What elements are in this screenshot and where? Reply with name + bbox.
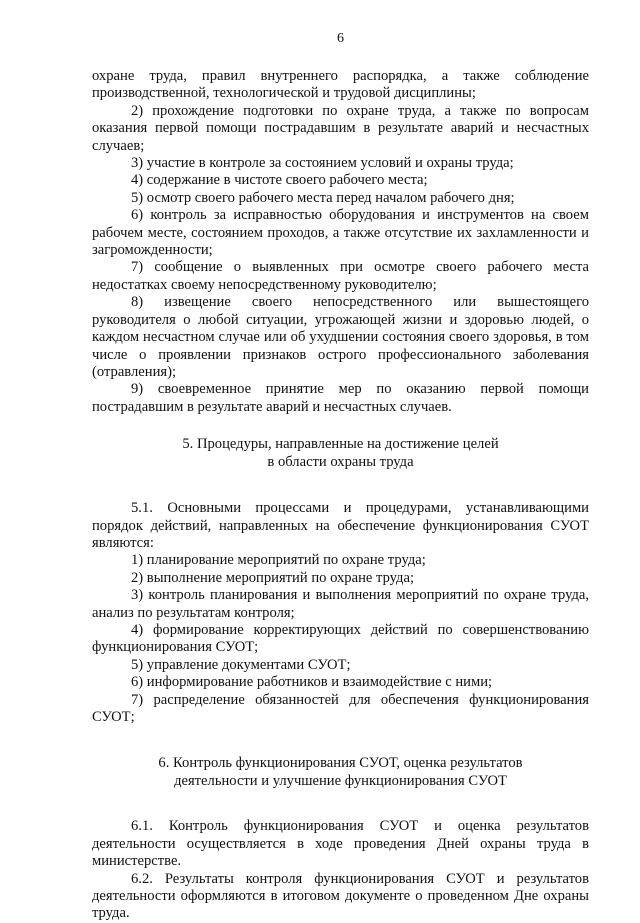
list-item: 4) формирование корректирующих действий по совершенствованию функционирования СУОТ; (92, 621, 589, 656)
list-item: 9) своевременное принятие мер по оказанию первой помощи пострадавшим в результате аварий и несчастных случаев. (92, 381, 589, 415)
list-item: 5) осмотр своего рабочего места перед началом рабочего дня; (131, 189, 515, 206)
list-item: 6) информирование работников и взаимодействие с ними; (131, 674, 493, 691)
section-5-heading (92, 435, 589, 471)
list-item: 2) выполнение мероприятий по охране труда; (131, 569, 415, 586)
section-6-item: 6.1. Контроль функционирования СУОТ и оценка результатов деятельности осуществляется в ходе проведения Дней охраны труда в министерстве. (92, 818, 589, 870)
list-item: 7) сообщение о выявленных при осмотре своего рабочего места недостатках своему непосредственному руководителю; (92, 259, 589, 293)
section-6-heading-line-2: деятельности и улучшение функционирования СУОТ (174, 773, 507, 790)
list-item: 2) прохождение подготовки по охране труда, а также по вопросам оказания первой помощи пострадавшим в результате аварий и несчастных случаев; (92, 102, 589, 154)
list-item: 4) содержание в чистоте своего рабочего места; (131, 172, 428, 189)
section-5-intro: 5.1. Основными процессами и процедурами, устанавливающими порядок действий, направленных на обеспечение функционирования СУОТ являются: (92, 500, 589, 551)
list-item: 8) извещение своего непосредственного или вышестоящего руководителя о любой ситуации, угрожающей жизни и здоровью людей, о каждом несчастном случае или об ухудшении состояния своего здоровья, в том числе о проявлении признаков острого профессионального заболевания (отравления); (92, 294, 589, 380)
list-item: 7) распределение обязанностей для обеспечения функционирования СУОТ; (92, 691, 589, 725)
section-6-heading (92, 754, 589, 790)
list-item: 5) управление документами СУОТ; (131, 656, 351, 673)
section-6-item: 6.2. Результаты контроля функционирования СУОТ и результатов деятельности оформляются в итоговом документе о проведенном Дне охраны труда. (92, 870, 589, 922)
list-item: 3) контроль планирования и выполнения мероприятий по охране труда, анализ по результатам контроля; (92, 587, 589, 621)
paragraph-continuation: охране труда, правил внутреннего распорядка, а также соблюдение производственной, технологической и трудовой дисциплины; (92, 68, 589, 102)
list-item: 1) планирование мероприятий по охране труда; (131, 552, 426, 569)
page-number: 6 (337, 31, 344, 46)
section-6-heading-line-1: 6. Контроль функционирования СУОТ, оценка результатов (158, 755, 523, 772)
section-5-heading-line-2: в области охраны труда (267, 454, 414, 471)
list-item: 3) участие в контроле за состоянием условий и охраны труда; (131, 155, 514, 172)
section-5-heading-line-1: 5. Процедуры, направленные на достижение целей (182, 436, 499, 453)
list-item: 6) контроль за исправностью оборудования и инструментов на своем рабочем месте, состоянием проходов, а также отсутствие их захламленности и загроможденности; (92, 207, 589, 259)
